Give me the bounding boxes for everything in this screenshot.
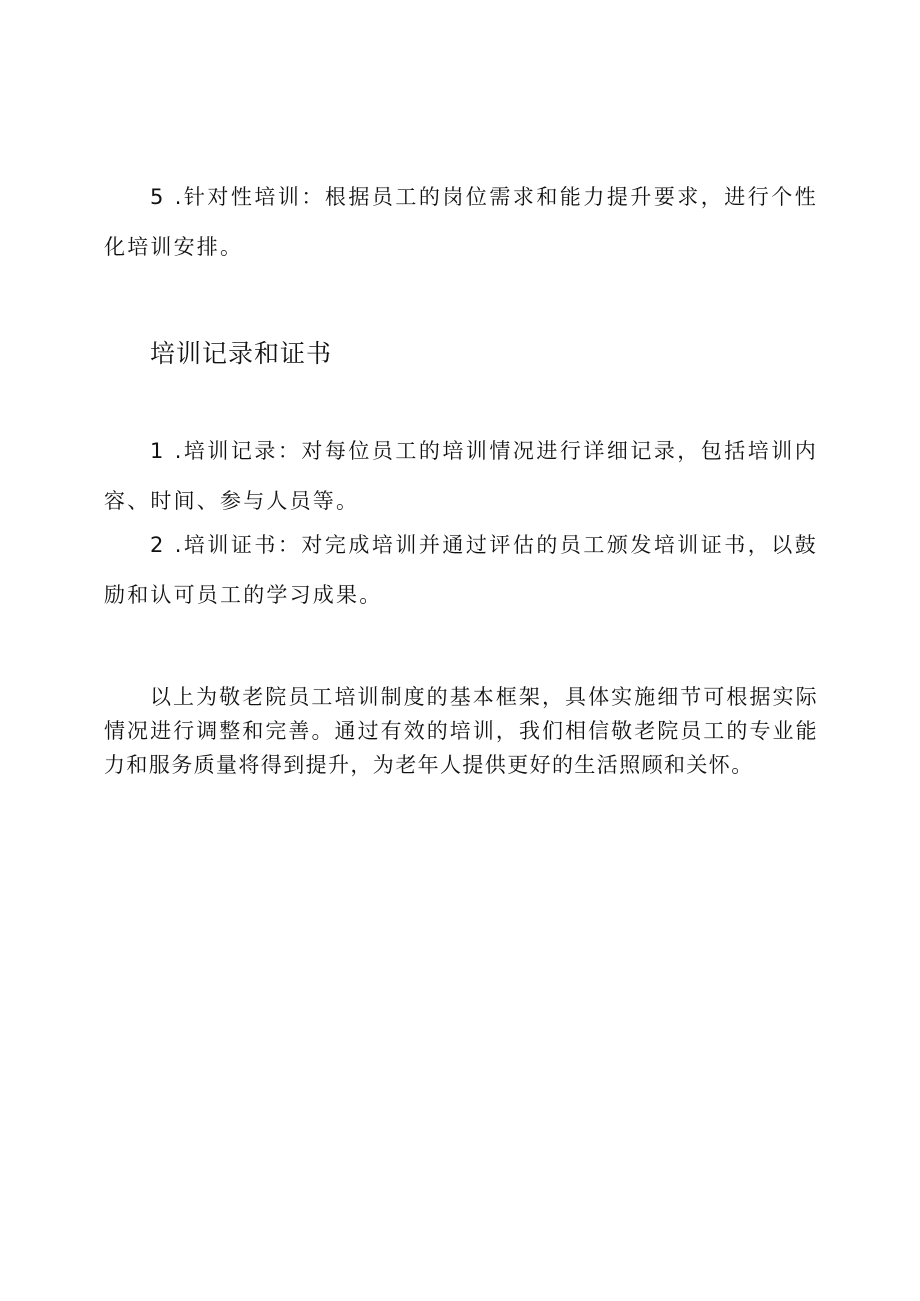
item-targeted-training: 5 .针对性培训：根据员工的岗位需求和能力提升要求，进行个性化培训安排。 [104, 185, 818, 259]
item-training-certificate: 2 .培训证书：对完成培训并通过评估的员工颁发培训证书，以鼓励和认可员工的学习成果。 [104, 533, 818, 607]
section-heading-training-records: 培训记录和证书 [150, 339, 333, 368]
item-training-records: 1 .培训记录：对每位员工的培训情况进行详细记录，包括培训内容、时间、参与人员等。 [104, 439, 818, 513]
conclusion-paragraph: 以上为敬老院员工培训制度的基本框架，具体实施细节可根据实际情况进行调整和完善。通过有效的培训，我们相信敬老院员工的专业能力和服务质量将得到提升，为老年人提供更好的生活照顾和关怀。 [104, 685, 818, 777]
